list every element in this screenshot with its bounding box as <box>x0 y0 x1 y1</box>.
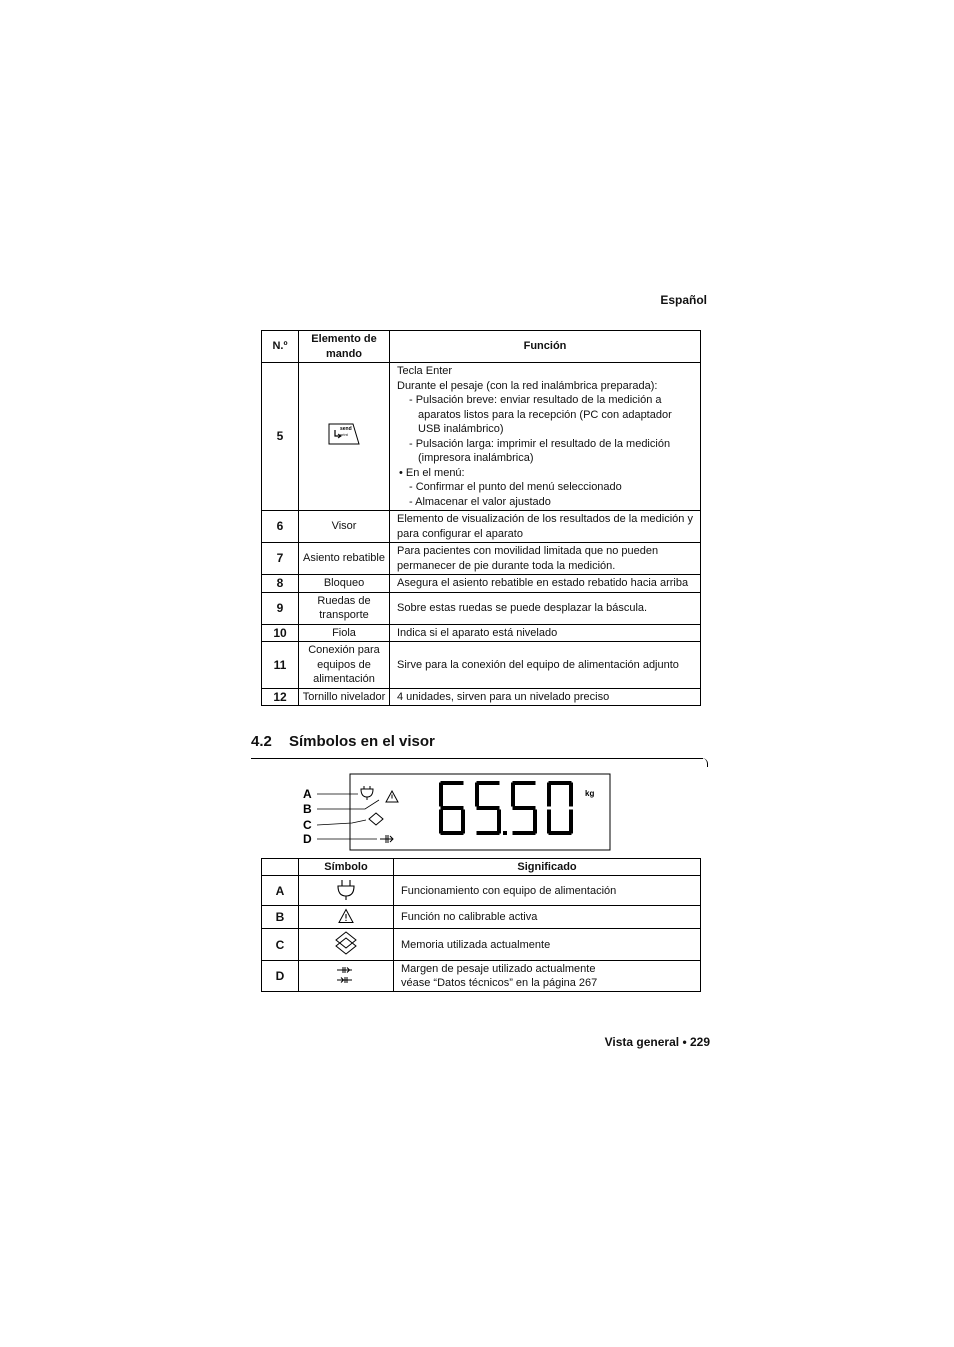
row-function: 4 unidades, sirven para un nivelado preciso <box>390 688 701 706</box>
col-symbol-header: Símbolo <box>299 859 394 876</box>
table-row <box>262 688 701 706</box>
decimal-point <box>503 831 507 835</box>
plug-icon <box>335 877 357 901</box>
row-function: Asegura el asiento rebatible en estado rebatido hacia arriba <box>390 575 701 593</box>
digit-segment <box>513 781 536 785</box>
table-header-row <box>262 331 701 363</box>
row-function: Para pacientes con movilidad limitada que no pueden permanecer de pie durante toda la medición. <box>390 543 701 575</box>
weighing-range-icon <box>380 835 393 843</box>
digit-segment <box>477 831 500 835</box>
row-element: Ruedas de transporte <box>299 592 390 624</box>
digit-segment <box>547 783 551 807</box>
function-line: - Pulsación larga: imprimir el resultado de la medición (impresora inalámbrica) <box>409 437 671 464</box>
function-line: Tecla Enter <box>397 365 453 377</box>
function-line: - Almacenar el valor ajustado <box>409 495 551 508</box>
digit-segment <box>511 783 515 807</box>
row-element: Visor <box>299 511 390 543</box>
row-letter: C <box>262 929 299 961</box>
symbol-cell <box>299 876 394 906</box>
symbols-table <box>261 858 701 992</box>
digit-segment <box>477 781 500 785</box>
table-row <box>262 929 701 961</box>
table-header-row <box>262 859 701 876</box>
table-row <box>262 592 701 624</box>
row-num: 5 <box>262 363 299 511</box>
warning-triangle-icon <box>386 791 398 802</box>
page-footer: Vista general • 229 <box>604 1035 710 1049</box>
display-digit <box>439 781 465 835</box>
row-function: Indica si el aparato está nivelado <box>390 624 701 642</box>
enter-key-function <box>390 363 701 511</box>
row-element: Conexión para equipos de alimentación <box>299 642 390 689</box>
digit-segment <box>475 783 479 807</box>
digit-segment <box>569 810 573 834</box>
unit-label: kg <box>585 789 595 798</box>
row-meaning: Función no calibrable activa <box>394 906 701 929</box>
memory-diamond-icon <box>369 813 383 825</box>
table-row <box>262 511 701 543</box>
row-meaning: Funcionamiento con equipo de alimentación <box>394 876 701 906</box>
digit-segment <box>533 810 537 834</box>
digit-segment <box>549 781 572 785</box>
col-letter-header <box>262 859 299 876</box>
callout-d: D <box>303 832 312 846</box>
row-letter: D <box>262 961 299 992</box>
table-row <box>262 575 701 593</box>
col-num-header: N.º <box>262 331 299 363</box>
section-title: Símbolos en el visor <box>289 733 435 750</box>
weight-reading-display <box>439 781 573 835</box>
callout-c: C <box>303 818 312 832</box>
callout-a: A <box>303 787 312 801</box>
row-num: 12 <box>262 688 299 706</box>
row-element: Tornillo nivelador <box>299 688 390 706</box>
row-num: 7 <box>262 543 299 575</box>
col-meaning-header: Significado <box>394 859 701 876</box>
section-rule <box>251 758 703 759</box>
digit-segment <box>513 831 536 835</box>
key-send-label: send <box>340 426 352 433</box>
plug-icon <box>361 786 373 800</box>
function-line: - Confirmar el punto del menú seleccionado <box>409 481 622 493</box>
col-function-header: Función <box>390 331 701 363</box>
row-num: 9 <box>262 592 299 624</box>
section-number: 4.2 <box>251 733 272 750</box>
language-label: Español <box>660 293 707 307</box>
col-element-header: Elemento de mando <box>299 331 390 363</box>
table-row <box>262 642 701 689</box>
row-num: 6 <box>262 511 299 543</box>
section-heading <box>251 733 435 750</box>
digit-segment <box>569 783 573 807</box>
function-line: • En el menú: <box>399 466 465 479</box>
table-row <box>262 543 701 575</box>
row-function: Sobre estas ruedas se puede desplazar la báscula. <box>390 592 701 624</box>
digit-segment <box>497 810 501 834</box>
callout-line-c <box>317 820 366 825</box>
key-print-label: print <box>340 432 348 438</box>
callout-line-b <box>317 800 379 809</box>
row-element: Asiento rebatible <box>299 543 390 575</box>
row-function: Elemento de visualización de los resultados de la medición y para configurar el aparato <box>390 511 701 543</box>
row-letter: A <box>262 876 299 906</box>
weighing-range-icon <box>335 964 357 986</box>
row-element: Fiola <box>299 624 390 642</box>
symbol-cell <box>299 906 394 929</box>
symbol-cell <box>299 961 394 992</box>
scale-display-diagram <box>300 773 612 853</box>
digit-segment <box>439 783 443 807</box>
row-meaning <box>394 961 701 992</box>
digit-segment <box>441 831 464 835</box>
controls-table <box>261 330 701 706</box>
meaning-line: véase “Datos técnicos” en la página 267 <box>401 977 598 989</box>
digit-segment <box>439 810 443 834</box>
digit-segment <box>513 806 536 810</box>
digit-segment <box>441 781 464 785</box>
digit-segment <box>549 831 572 835</box>
display-digit <box>547 781 573 835</box>
display-digit <box>511 781 537 835</box>
section-rule-hook <box>701 758 708 767</box>
table-row <box>262 363 701 511</box>
digit-segment <box>477 806 500 810</box>
row-num: 11 <box>262 642 299 689</box>
table-row <box>262 906 701 929</box>
row-function: Sirve para la conexión del equipo de alimentación adjunto <box>390 642 701 689</box>
display-digit <box>475 781 501 835</box>
digit-segment <box>461 810 465 834</box>
table-row <box>262 876 701 906</box>
callout-b: B <box>303 802 312 816</box>
memory-diamond-icon <box>333 930 359 956</box>
enter-key-cell <box>299 363 390 511</box>
enter-key-icon <box>327 422 361 446</box>
warning-triangle-icon <box>338 908 354 924</box>
table-row <box>262 624 701 642</box>
row-element: Bloqueo <box>299 575 390 593</box>
symbol-cell <box>299 929 394 961</box>
digit-segment <box>441 806 464 810</box>
row-num: 8 <box>262 575 299 593</box>
function-line: - Pulsación breve: enviar resultado de la medición a aparatos listos para la recepción (PC con adaptador USB inalámbrico) <box>409 394 672 435</box>
meaning-line: Margen de pesaje utilizado actualmente <box>401 963 596 975</box>
row-meaning: Memoria utilizada actualmente <box>394 929 701 961</box>
digit-segment <box>547 810 551 834</box>
row-letter: B <box>262 906 299 929</box>
function-line: Durante el pesaje (con la red inalámbrica preparada): <box>397 379 658 392</box>
row-num: 10 <box>262 624 299 642</box>
table-row <box>262 961 701 992</box>
